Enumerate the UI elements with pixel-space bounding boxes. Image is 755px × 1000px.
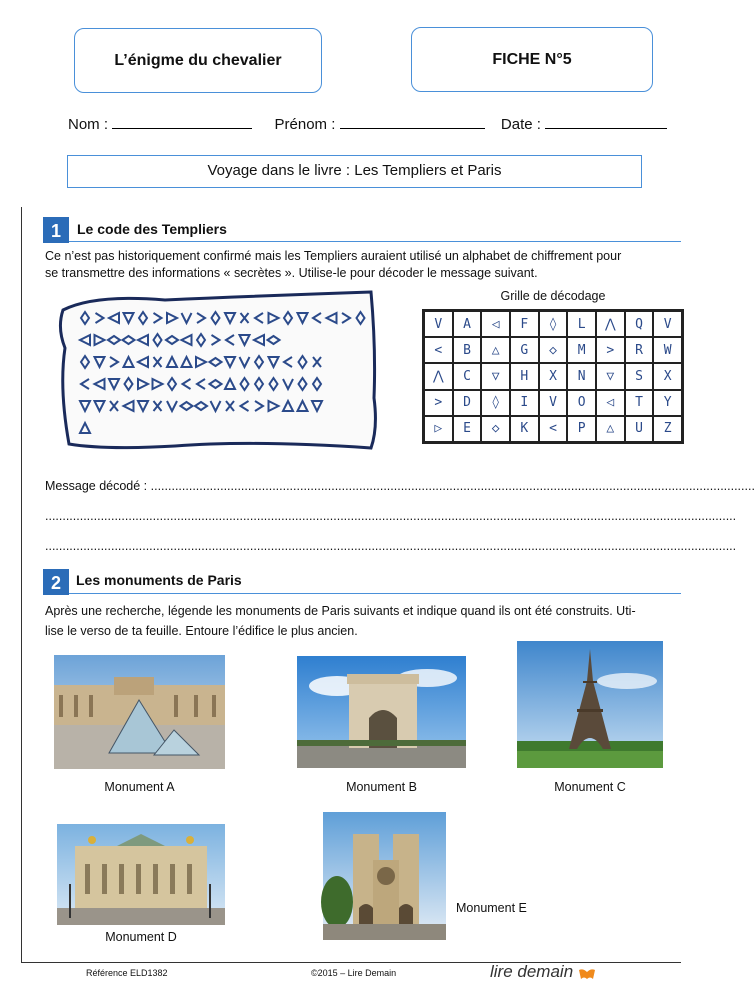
section2-intro-line2: lise le verso de ta feuille. Entoure l’édifice le plus ancien. (45, 624, 358, 638)
grid-cell: L (567, 311, 596, 337)
grid-cell: ▽ (481, 363, 510, 389)
eiffel-tower-photo (517, 641, 663, 768)
grid-cell: F (510, 311, 539, 337)
grid-cell: △ (596, 416, 625, 442)
arc-de-triomphe-photo (297, 656, 466, 768)
decoded-message-line3[interactable]: ....................................................................................................................................................................................................... (45, 539, 737, 553)
section2-number: 2 (43, 569, 69, 595)
decoded-message-line1[interactable] (45, 479, 755, 493)
grid-cell: < (539, 416, 568, 442)
section2-title: Les monuments de Paris (76, 572, 242, 588)
identity-line (68, 114, 668, 133)
section1-intro (45, 248, 685, 282)
section2-rule (69, 593, 681, 594)
monument-e-caption: Monument E (456, 901, 527, 915)
brand-book-icon (578, 966, 596, 980)
grid-cell: G (510, 337, 539, 363)
footer-reference: Référence ELD1382 (86, 968, 168, 978)
date-label: Date : (500, 116, 541, 133)
decoding-grid (422, 309, 684, 444)
grid-cell: D (453, 390, 482, 416)
section1-title: Le code des Templiers (77, 221, 227, 237)
monument-d-caption: Monument D (105, 930, 177, 944)
section2-intro (45, 601, 685, 641)
grid-cell: > (424, 390, 453, 416)
grid-cell: R (625, 337, 654, 363)
grid-cell: X (539, 363, 568, 389)
grid-cell: U (625, 416, 654, 442)
grid-cell: ⋀ (596, 311, 625, 337)
grid-cell: W (653, 337, 682, 363)
grid-cell: < (424, 337, 453, 363)
grid-cell: ◇ (481, 416, 510, 442)
date-field[interactable] (545, 114, 667, 129)
grid-cell: ◊ (539, 311, 568, 337)
grid-cell: Y (653, 390, 682, 416)
grid-cell: C (453, 363, 482, 389)
brand-name: lire demain (490, 962, 574, 981)
grid-cell: E (453, 416, 482, 442)
grid-cell: B (453, 337, 482, 363)
nom-label: Nom : (68, 116, 109, 133)
decoded-message-line2[interactable]: ....................................................................................................................................................................................................... (45, 509, 737, 523)
opera-garnier-photo (57, 824, 225, 925)
grid-cell: N (567, 363, 596, 389)
brand-logo (490, 962, 596, 982)
grid-cell: K (510, 416, 539, 442)
worksheet-title: L’énigme du chevalier (114, 51, 282, 69)
sheet-number-box (411, 27, 653, 92)
grid-cell: X (653, 363, 682, 389)
grid-cell: Z (653, 416, 682, 442)
section1-number: 1 (43, 217, 69, 243)
grid-title: Grille de décodage (500, 289, 606, 303)
sheet-number: FICHE N°5 (492, 50, 572, 68)
grid-cell: ◇ (539, 337, 568, 363)
grid-cell: S (625, 363, 654, 389)
grid-cell: △ (481, 337, 510, 363)
section1-rule (69, 241, 681, 242)
grid-cell: ◁ (481, 311, 510, 337)
grid-cell: ◊ (481, 390, 510, 416)
grid-cell: V (653, 311, 682, 337)
grid-cell: H (510, 363, 539, 389)
footer-copyright: ©2015 – Lire Demain (311, 968, 397, 978)
grid-cell: P (567, 416, 596, 442)
coded-message-parchment (55, 288, 380, 453)
grid-cell: ▷ (424, 416, 453, 442)
title-box (74, 28, 322, 93)
section2-intro-line1: Après une recherche, légende les monuments de Paris suivants et indique quand ils ont été construits. Uti- (45, 604, 636, 618)
grid-cell: ⋀ (424, 363, 453, 389)
prenom-field[interactable] (340, 114, 485, 129)
grid-cell: O (567, 390, 596, 416)
notre-dame-photo (323, 812, 446, 940)
grid-cell: A (453, 311, 482, 337)
grid-cell: T (625, 390, 654, 416)
grid-cell: I (510, 390, 539, 416)
grid-cell: V (424, 311, 453, 337)
nom-field[interactable] (112, 114, 252, 129)
louvre-photo (54, 655, 225, 769)
section1-intro-line2: se transmettre des informations « secrètes ». Utilise-le pour décoder le message suivant. (45, 266, 538, 280)
grid-cell: Q (625, 311, 654, 337)
left-margin-line (21, 207, 22, 962)
grid-cell: ◁ (596, 390, 625, 416)
prenom-label: Prénom : (274, 116, 336, 133)
monument-c-caption: Monument C (554, 780, 626, 794)
monument-b-caption: Monument B (346, 780, 417, 794)
grid-cell: V (539, 390, 568, 416)
decoded-label: Message décodé : (45, 479, 148, 493)
grid-cell: > (596, 337, 625, 363)
monument-a-caption: Monument A (104, 780, 175, 794)
subject-banner: Voyage dans le livre : Les Templiers et Paris (67, 155, 642, 188)
decoded-dotted-fill: .............................................................................................................................................................................. (150, 479, 755, 493)
section1-intro-line1: Ce n’est pas historiquement confirmé mais les Templiers auraient utilisé un alphabet de chiffrement pour (45, 249, 622, 263)
grid-cell: M (567, 337, 596, 363)
grid-cell: ▽ (596, 363, 625, 389)
